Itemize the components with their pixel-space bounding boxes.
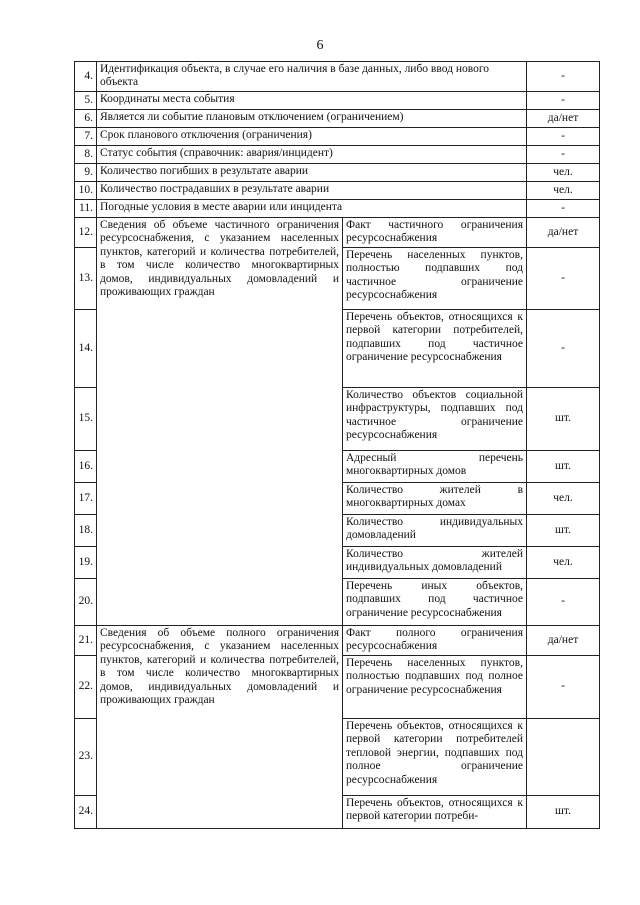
row-subdescription: Факт полного ограничения ресурсоснабжения (343, 626, 527, 656)
table-row (75, 218, 600, 248)
table-row (75, 182, 600, 200)
table-row (75, 164, 600, 182)
row-number: 13. (75, 248, 97, 310)
row-subdescription: Перечень иных объектов, подпавших под частичное ограничение ресурсоснабжения (343, 579, 527, 626)
row-description: Координаты места события (97, 92, 527, 110)
table-row (75, 626, 600, 656)
row-description: Количество пострадавших в результате аварии (97, 182, 527, 200)
row-number: 10. (75, 182, 97, 200)
row-subdescription: Перечень населенных пунктов, полностью подпавших под полное ограничение ресурсоснабжения (343, 656, 527, 719)
row-unit: чел. (527, 483, 600, 515)
table-row (75, 110, 600, 128)
row-subdescription: Количество жителей в многоквартирных домах (343, 483, 527, 515)
row-unit: - (527, 579, 600, 626)
row-subdescription: Количество жителей индивидуальных домовладений (343, 547, 527, 579)
row-subdescription: Адресный перечень многоквартирных домов (343, 451, 527, 483)
row-subdescription: Количество объектов социальной инфраструктуры, подпавших под частичное ограничение ресурсоснабжения (343, 388, 527, 451)
row-number: 8. (75, 146, 97, 164)
row-number: 6. (75, 110, 97, 128)
row-number: 4. (75, 62, 97, 92)
row-unit: - (527, 656, 600, 719)
row-number: 19. (75, 547, 97, 579)
row-unit: - (527, 310, 600, 388)
row-number: 14. (75, 310, 97, 388)
row-unit: да/нет (527, 218, 600, 248)
table-row (75, 200, 600, 218)
row-number: 15. (75, 388, 97, 451)
row-subdescription: Перечень объектов, относящихся к первой категории потребителей тепловой энергии, подпавших под полное ограничение ресурсоснабжения (343, 719, 527, 796)
table-row (75, 92, 600, 110)
row-subdescription: Количество индивидуальных домовладений (343, 515, 527, 547)
row-number: 5. (75, 92, 97, 110)
data-fields-table (74, 61, 600, 829)
row-number: 20. (75, 579, 97, 626)
row-number: 12. (75, 218, 97, 248)
row-unit: - (527, 146, 600, 164)
row-unit: да/нет (527, 110, 600, 128)
table-row (75, 128, 600, 146)
table-row (75, 146, 600, 164)
row-unit: шт. (527, 515, 600, 547)
row-unit: - (527, 248, 600, 310)
row-number: 24. (75, 796, 97, 829)
row-number: 17. (75, 483, 97, 515)
row-unit: шт. (527, 388, 600, 451)
row-description: Является ли событие плановым отключением (ограничением) (97, 110, 527, 128)
row-unit: - (527, 92, 600, 110)
page-number: 6 (316, 38, 324, 53)
row-number: 18. (75, 515, 97, 547)
full-restriction-description: Сведения об объеме полного ограничения ресурсоснабжения, с указанием населенных пунктов, категорий и количества потребителей, в том числе количество многоквартирных домов, индивидуальных домовладений и проживающих граждан (97, 626, 343, 829)
row-unit: - (527, 200, 600, 218)
row-unit: - (527, 128, 600, 146)
row-number: 21. (75, 626, 97, 656)
row-description: Погодные условия в месте аварии или инцидента (97, 200, 527, 218)
row-description: Идентификация объекта, в случае его наличия в базе данных, либо ввод нового объекта (97, 62, 527, 92)
row-description: Количество погибших в результате аварии (97, 164, 527, 182)
row-number: 22. (75, 656, 97, 719)
row-unit: - (527, 62, 600, 92)
row-unit: чел. (527, 182, 600, 200)
row-unit: да/нет (527, 626, 600, 656)
row-number: 16. (75, 451, 97, 483)
row-unit (527, 719, 600, 796)
row-subdescription: Факт частичного ограничения ресурсоснабжения (343, 218, 527, 248)
row-unit: шт. (527, 796, 600, 829)
row-number: 11. (75, 200, 97, 218)
row-unit: шт. (527, 451, 600, 483)
row-description: Срок планового отключения (ограничения) (97, 128, 527, 146)
row-subdescription: Перечень объектов, относящихся к первой категории потребителей, подпавших под частичное ограничение ресурсоснабжения (343, 310, 527, 388)
row-number: 7. (75, 128, 97, 146)
row-number: 9. (75, 164, 97, 182)
row-description: Статус события (справочник: авария/инцидент) (97, 146, 527, 164)
row-subdescription: Перечень объектов, относящихся к первой категории потреби- (343, 796, 527, 829)
row-unit: чел. (527, 164, 600, 182)
table-row (75, 62, 600, 92)
row-number: 23. (75, 719, 97, 796)
partial-restriction-description: Сведения об объеме частичного ограничения ресурсоснабжения, с указанием населенных пунктов, категорий и количества потребителей, в том числе количество многоквартирных домов, индивидуальных домовладений и проживающих граждан (97, 218, 343, 626)
row-subdescription: Перечень населенных пунктов, полностью подпавших под частичное ограничение ресурсоснабжения (343, 248, 527, 310)
row-unit: чел. (527, 547, 600, 579)
